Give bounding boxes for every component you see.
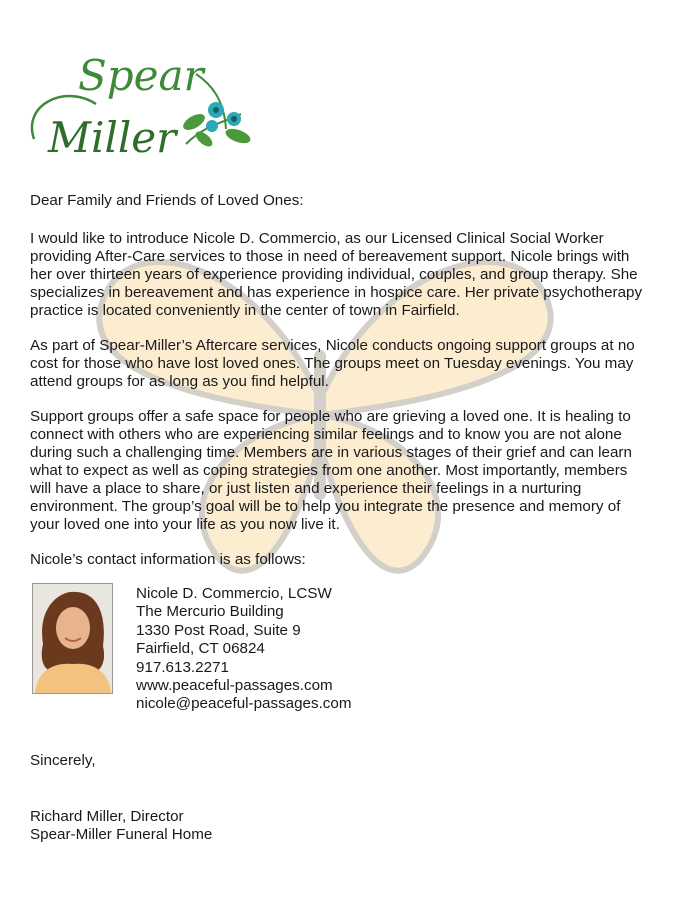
signer-org: Spear-Miller Funeral Home [30,826,213,843]
logo-miller: Miller [48,113,177,162]
logo-wordmark [26,44,266,164]
paragraph-contact-intro: Nicole’s contact information is as follows: [30,551,306,568]
paragraph-aftercare: As part of Spear-Miller’s Aftercare services, Nicole conducts ongoing support groups at no cost for those who have lost loved ones. The groups meet on Tuesday evenings. You may attend groups for as long as you find helpful. [30,337,635,390]
letter-body [30,192,650,715]
spear-miller-logo [26,44,266,164]
signature-block [30,808,212,844]
contact-street: 1330 Post Road, Suite 9 [136,621,301,639]
contact-name: Nicole D. Commercio, LCSW [136,585,332,602]
greeting: Dear Family and Friends of Loved Ones: [30,192,304,209]
signer-name: Richard Miller, Director [30,808,184,825]
contact-info [136,585,352,714]
contact-block [30,583,650,715]
contact-phone: 917.613.2271 [136,658,229,676]
paragraph-support-groups: Support groups offer a safe space for people who are grieving a loved one. It is healing to connect with others who are experiencing similar feelings and to know you are not alone during such a challenging time. Members are in various stages of their grief and can learn what to expect as well as coping strategies from one another. Most importantly, members will have a place to share, or just listen and experience their feelings in a nurturing environment. The group’s goal will be to help you integrate the presence and memory of your loved one into your life as you now live it. [30,408,632,533]
nicole-photo [32,583,113,694]
contact-email[interactable]: nicole@peaceful-passages.com [136,695,352,713]
contact-city: Fairfield, CT 06824 [136,640,265,658]
contact-building: The Mercurio Building [136,603,284,621]
logo-spear: Spear [78,51,204,100]
contact-website[interactable]: www.peaceful-passages.com [136,677,333,695]
closing: Sincerely, [30,752,96,769]
paragraph-intro: I would like to introduce Nicole D. Commercio, as our Licensed Clinical Social Worker providing After-Care services to those in need of bereavement support. Nicole brings with her over thirteen years of experience providing individual, couples, and group therapy. She specializes in bereavement and has experience in hospice care. Her private psychotherapy practice is located conveniently in the center of town in Fairfield. [30,230,643,319]
